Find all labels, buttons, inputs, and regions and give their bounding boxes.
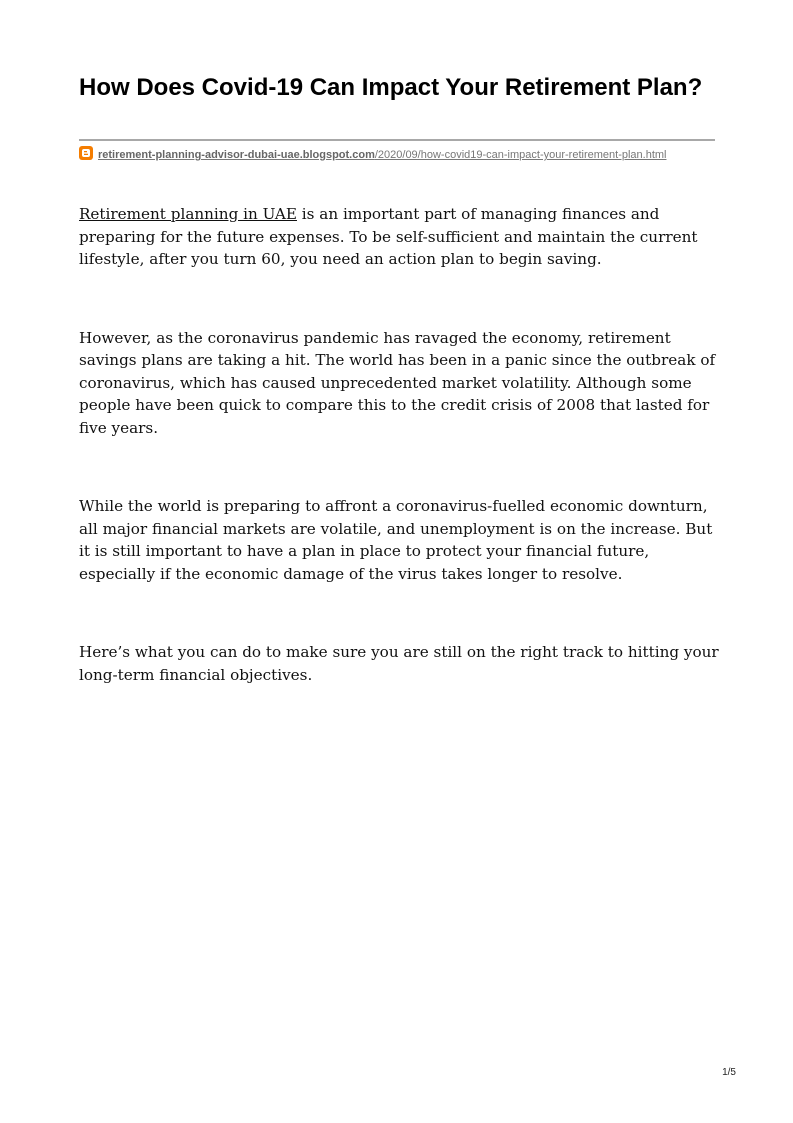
page-title: How Does Covid-19 Can Impact Your Retirement Plan? [79, 74, 703, 101]
paragraph-1-text: is an important part of managing finances and preparing for the future expenses. To be self-sufficient and maintain the current lifestyle, after you turn 60, you need an action plan to begin saving. [79, 205, 698, 268]
paragraph-4: Here’s what you can do to make sure you are still on the right track to hitting your long-term financial objectives. [79, 643, 719, 684]
source-path: /2020/09/how-covid19-can-impact-your-retirement-plan.html [374, 149, 667, 161]
retirement-planning-link[interactable]: Retirement planning in UAE [79, 205, 297, 223]
paragraph-1 [79, 203, 719, 271]
source-url-link[interactable] [98, 149, 667, 161]
title-divider [79, 139, 715, 141]
source-domain: retirement-planning-advisor-dubai-uae.blogspot.com [98, 149, 375, 161]
article-body [79, 203, 719, 686]
blogger-icon [79, 146, 93, 160]
paragraph-2: However, as the coronavirus pandemic has ravaged the economy, retirement savings plans are taking a hit. The world has been in a panic since the outbreak of coronavirus, which has caused unprecedented market volatility. Although some people have been quick to compare this to the credit crisis of 2008 that lasted for five years. [79, 328, 716, 437]
page-number: 1/5 [722, 1067, 736, 1078]
paragraph-3: While the world is preparing to affront a coronavirus-fuelled economic downturn, all major financial markets are volatile, and unemployment is on the increase. But it is still important to have a plan in place to protect your financial future, especially if the economic damage of the virus takes longer to resolve. [79, 497, 713, 583]
source-link-line [79, 146, 715, 163]
